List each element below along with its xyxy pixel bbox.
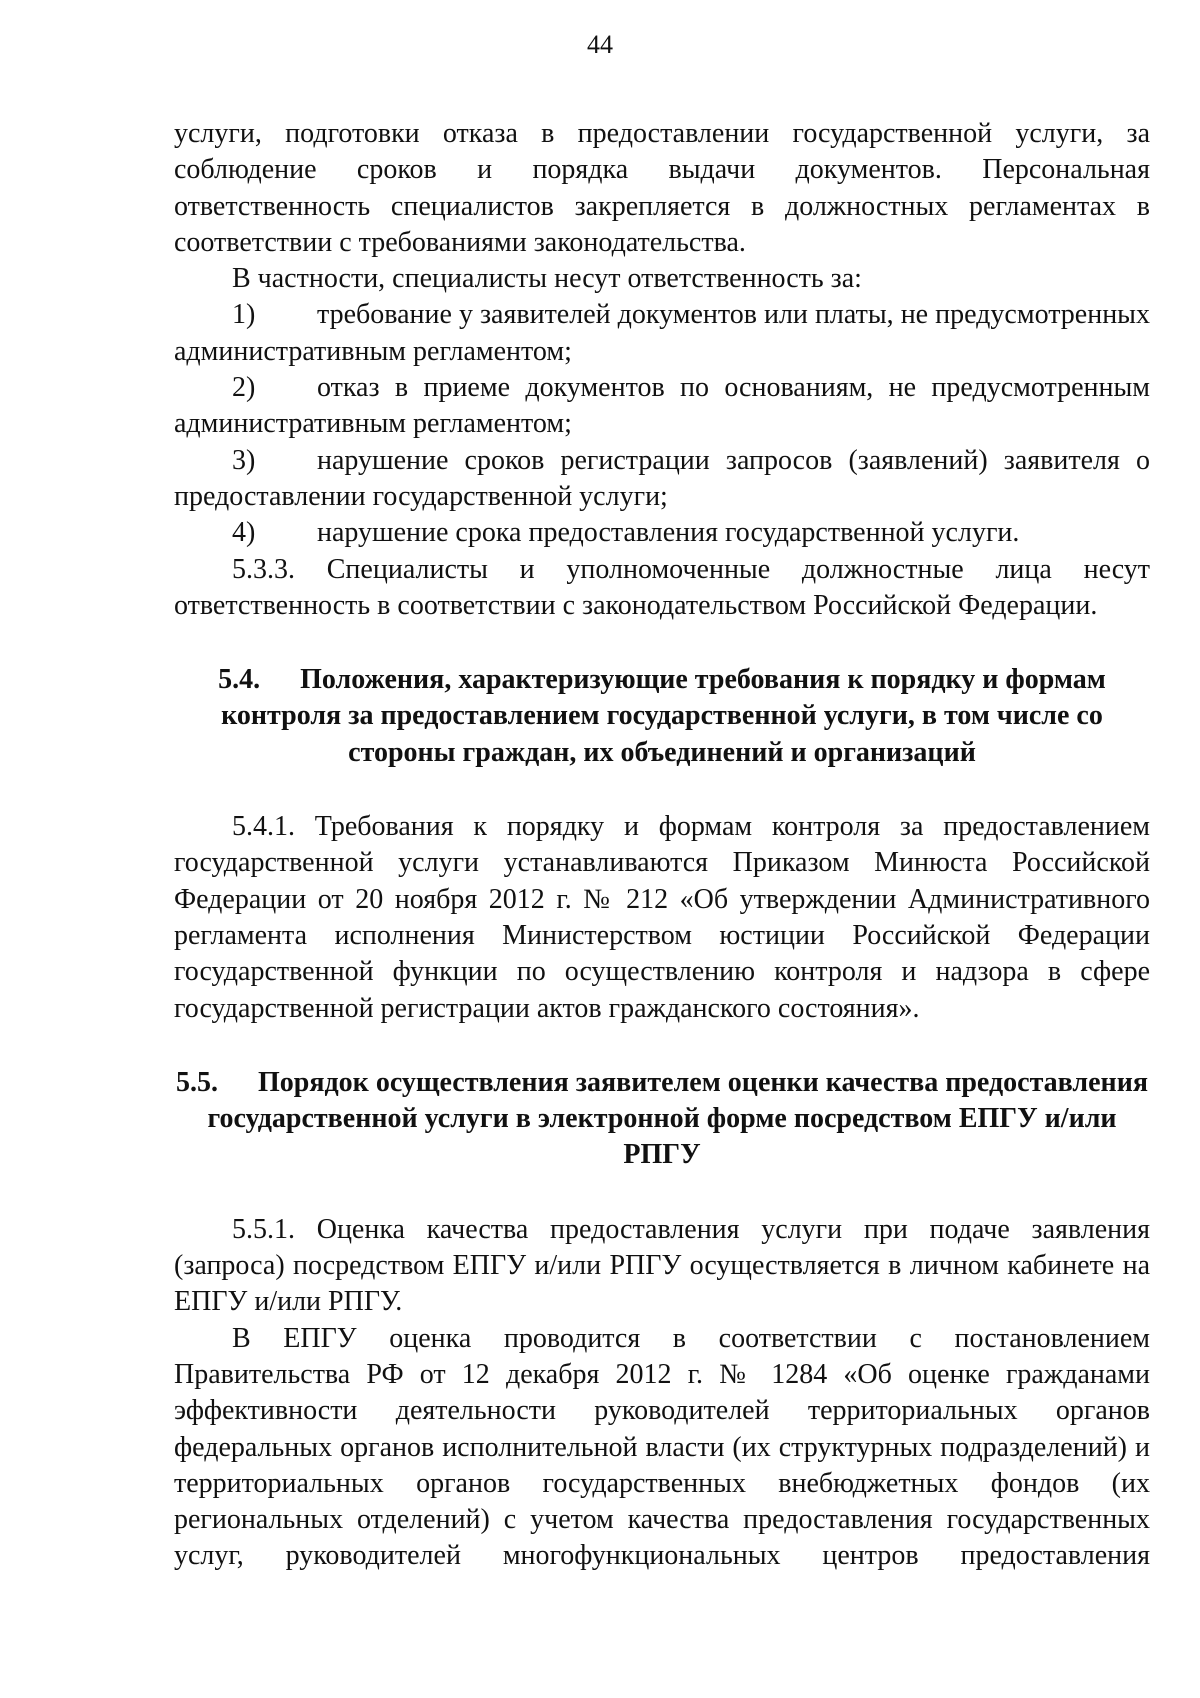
list-item-4 — [174, 515, 1150, 551]
section-title: Порядок осуществления заявителем оценки качества предоставления государственной услуги в электронной форме посредством ЕПГУ и/или РПГУ — [207, 1066, 1148, 1171]
list-item-text: отказ в приеме документов по основаниям, не предусмотренным административным регламентом; — [174, 372, 1150, 440]
paragraph-epgu-assessment: В ЕПГУ оценка проводится в соответствии с постановлением Правительства РФ от 12 декабря 2012 г. № 1284 «Об оценке гражданами эффективности деятельности руководителей территориальных органов федеральных органов исполнительной власти (их структурных подразделений) и территориальных органов государственных внебюджетных фондов (их региональных отделений) с учетом качества предоставления государственных услуг, руководителей многофункциональных центров предоставления — [174, 1322, 1150, 1572]
page-number: 44 — [587, 30, 613, 59]
section-number: 5.5. — [176, 1066, 219, 1098]
section-title: Положения, характеризующие требования к порядку и формам контроля за предоставлением государственной услуги, в том числе со стороны граждан, их объединений и организаций — [221, 664, 1106, 768]
paragraph-5-5-1: 5.5.1. Оценка качества предоставления услуги при подаче заявления (запроса) посредством ЕПГУ и/или РПГУ осуществляется в личном кабинете на ЕПГУ и/или РПГУ. — [174, 1213, 1150, 1318]
paragraph-continuation: услуги, подготовки отказа в предоставлении государственной услуги, за соблюдение сроков и порядка выдачи документов. Персональная ответственность специалистов закрепляется в должностных регламентах в соответствии с требованиями законодательства. — [174, 118, 1150, 258]
list-item-number: 3) — [232, 444, 256, 476]
list-item-text: нарушение срока предоставления государственной услуги. — [317, 517, 1020, 549]
section-number: 5.4. — [218, 664, 261, 696]
paragraph-5-4-1: 5.4.1. Требования к порядку и формам контроля за предоставлением государственной услуги устанавливаются Приказом Минюста Российской Федерации от 20 ноября 2012 г. № 212 «Об утверждении Административного регламента исполнения Министерством юстиции Российской Федерации государственной функции по осуществлению контроля и надзора в сфере государственной регистрации актов гражданского состояния». — [174, 811, 1150, 1024]
page-content — [174, 116, 1150, 1575]
list-item-number: 2) — [232, 372, 256, 404]
list-item-2 — [174, 370, 1150, 443]
paragraph-responsibility-intro: В частности, специалисты несут ответственность за: — [232, 263, 862, 295]
paragraph-5-3-3: 5.3.3. Специалисты и уполномоченные должностные лица несут ответственность в соответствии с законодательством Российской Федерации. — [174, 553, 1150, 621]
section-heading-5-4 — [174, 662, 1150, 771]
list-item-number: 4) — [232, 517, 256, 549]
section-heading-5-5 — [174, 1065, 1150, 1174]
list-item-1 — [174, 297, 1150, 370]
list-item-3 — [174, 443, 1150, 516]
list-item-text: требование у заявителей документов или платы, не предусмотренных административным регламентом; — [174, 299, 1150, 367]
list-item-number: 1) — [232, 299, 256, 331]
list-item-text: нарушение сроков регистрации запросов (заявлений) заявителя о предоставлении государственной услуги; — [174, 444, 1150, 512]
